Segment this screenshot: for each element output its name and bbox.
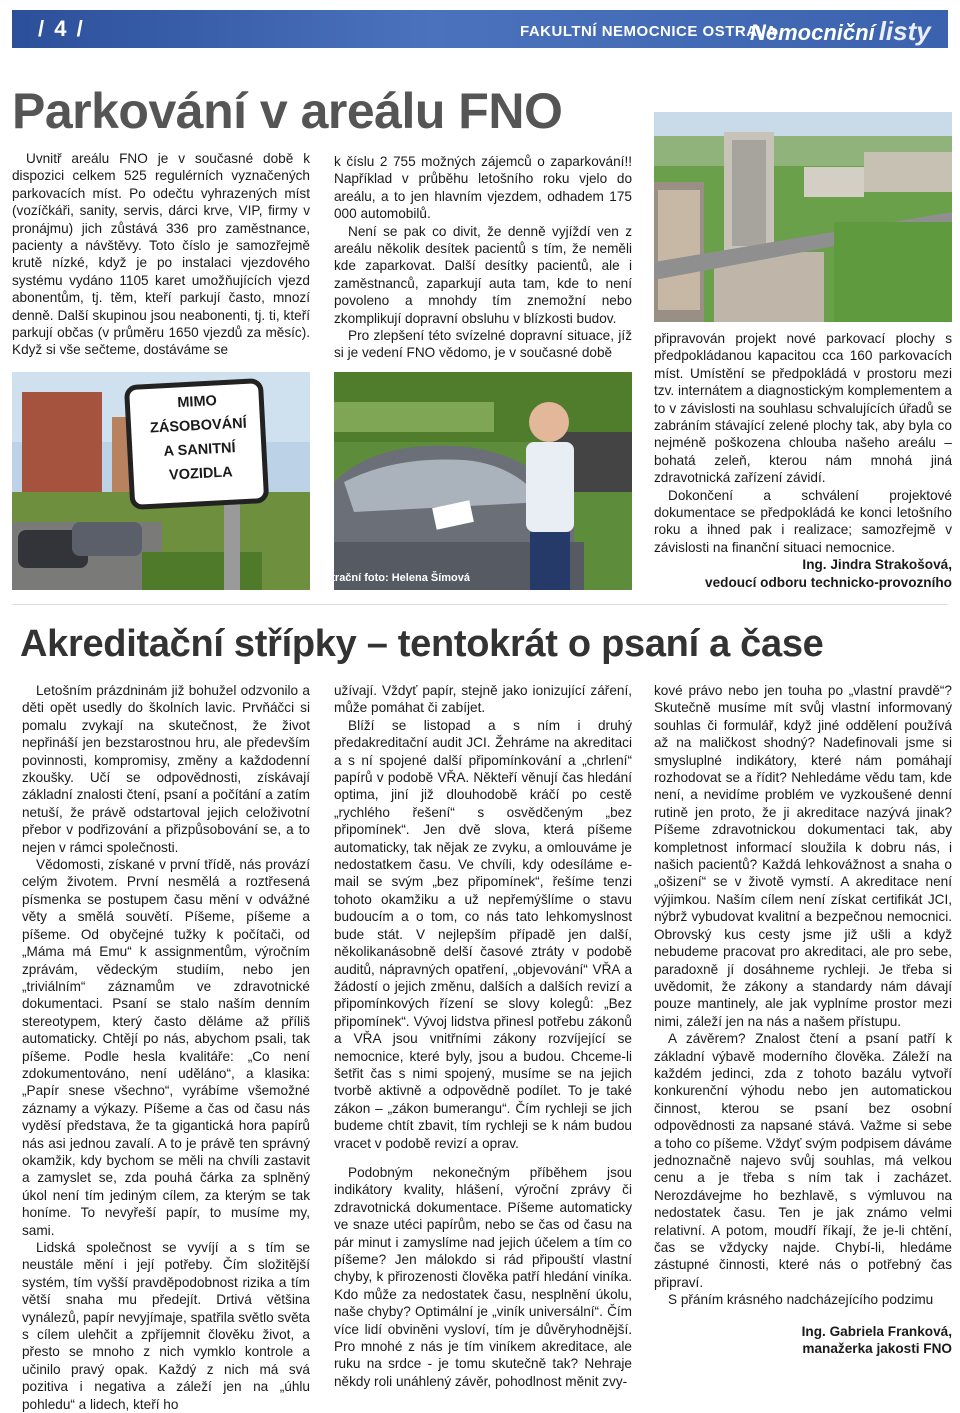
brand-logo <box>750 16 931 47</box>
article1-col3-p1: připravován projekt nové parkovací plochy s předpokládanou kapacitou cca 160 parkovacích míst. Umístění se předpokládá v prostoru mezi tzv. internátem a diagnostickým komplementem a to v závislosti na souhlasu schvalujících úřadů se zabráním stávající zelené plochy tak, aby byla co nejméně poškozena chlouba našeho areálu – bohatá zeleň, kterou nám mnohá jiná zdravotnická zařízení závidí. <box>654 331 952 486</box>
article1-col1-p1: Uvnitř areálu FNO je v současné době k dispozici celkem 525 regulérních vyznačených parkovacích míst. Po odečtu vyhrazených míst (vozíčkáři, sanity, servis, dárci krve, VIP, firmy v pronájmu) jich zůstává 336 pro zaměstnance, pacienty a návštěvy. Toto číslo je samozřejmě krutě nízké, když je po instalaci vjezdového systému vydáno 1105 karet umožňujících vjezd abonentům, tj. těm, kteří parkují často, mnozí denně. Další skupinou jsou neabonenti, tj. ti, kteří parkují občas (v průměru 1650 vjezdů za měsíc). Když si vše sečteme, dostáváme se <box>12 151 310 358</box>
article2-col2-p3: Podobným nekonečným příběhem jsou indikátory kvality, hlášení, výroční zprávy či zdravotnická dokumentace. Píšeme automaticky ve snaze utéci papírům, nebo se čas od času na pár minut i zamyslíme nad jejich účelem a tím co píšeme? Jen málokdo si rád připouští vlastní chyby, k přirozenosti člověka patří hledání viníka. Kdo může za nedostatek času, nesplnění úkolu, naše chyby? Optimální je „viník universální“. Čím více lidí obviněni vysloví, tím je důvěryhodnější. Pro mnohé z nás je tím viníkem akreditace, ale ruku na srdce - je tomu skutečně tak? Nehraje někdy roli unáhlený závěr, pohodlnost měnit zvy- <box>334 1164 632 1389</box>
parking-ticket-illustration <box>334 372 632 590</box>
sign-line4: VOZIDLA <box>168 464 234 484</box>
article2-signature <box>654 1323 952 1358</box>
photo-caption: Ilustrační foto: Helena Šímová <box>312 572 470 584</box>
sign-line3: A SANITNÍ <box>163 440 236 460</box>
article2-col1-p2: Vědomosti, získané v první třídě, nás provází celým životem. První nesmělá a roztřesená písmenka se postupem času mění v odvážné věty a smělá souvětí. Píšeme, píšeme a píšeme. Od obyčejné tužky k počítači, od „Máma má Emu“ k assignmentům, výročním zprávám, vědeckým studiím, nebo jen „triviálním“ záznamům ve zdravotnické dokumentaci. Psaní se stalo naším denním stereotypem, který často děláme až příliš automaticky. Chtějí po nás, abychom psali, tak píšeme. Podle hesla kvalitáře: „Co není zdokumentováno, není uděláno“, a klasika: „Papír snese všechno“, vyrábíme všemožné záznamy a výkazy. Píšeme a čas od času nás vyděsí představa, že ta gigantická hora papírů nás asi jednou zavalí. A to je právě ten správný okamžik, kdy bychom se měli na chvíli zastavit a zamyslet se, zda pouhá čárka za splněný úkol není tím jediným cílem, za kterým se tak honíme. To nevyřeší papír, to musíme my, sami. <box>22 857 310 1238</box>
page-number: / 4 / <box>38 16 85 41</box>
article2-col3-p2: A závěrem? Znalost čtení a psaní patří k základní výbavě moderního člověka. Záleží na každém jedinci, zda z tohoto bazálu vytvoří konkurenční výhodu nebo jen automatickou činnost, kterou se psaní bez osobní odpovědnosti za napsané stává. Važme si sebe a toho co píšeme. Vždyť svým podpisem dáváme jednoznačně najevo svůj souhlas, má velkou cenu a je třeba s ním tak i zacházet. Nerozdávejme ho bezhlavě, s výmluvou na nedostatek času. Ten je jak známo velmi relativní. A potom, moudří říkají, že je-li chtění, čas se vždycky najde. Chybí-li, hledáme zástupné činnosti, které nás o potřebný čas připraví. <box>654 1031 952 1290</box>
article2-col2-p1: užívají. Vždyť papír, stejně jako ionizující záření, může pomáhat či zabíjet. <box>334 683 632 716</box>
hospital-name: FAKULTNÍ NEMOCNICE OSTRAVA <box>520 23 778 40</box>
article2-title: Akreditační střípky – tentokrát o psaní a čase <box>20 623 824 665</box>
article2-col2 <box>334 682 632 1390</box>
article1-col3 <box>654 330 952 591</box>
article1-sign-name: Ing. Jindra Strakošová, <box>802 557 952 573</box>
article2-sign-role: manažerka jakosti FNO <box>802 1341 952 1357</box>
article2-col1 <box>22 682 310 1413</box>
sign-line2: ZÁSOBOVÁNÍ <box>149 415 248 437</box>
article2-col3 <box>654 682 952 1357</box>
sign-text <box>134 387 265 489</box>
article1-col2 <box>334 153 632 362</box>
hospital-aerial-photo <box>654 112 952 322</box>
article1-col2-p3: Pro zlepšení této svízelné dopravní situace, jíž si je vedení FNO vědomo, je v současné době <box>334 328 632 361</box>
article1-sign-role: vedoucí odboru technicko-provozního <box>705 574 952 590</box>
article2-col3-p3: S přáním krásného nadcházejícího podzimu <box>668 1292 934 1308</box>
hospital-aerial-illustration <box>654 112 952 322</box>
brand-listy: listy <box>878 16 931 46</box>
article2-col3-p1: kové právo nebo jen touha po „vlastní pravdě“? Skutečně musíme mít svůj vlastní informovaný souhlas či formulář, když jiné oddělení používá až na maličkost shodný? Nadefinovali jsme si smysluplné indikátory, které nám pomáhají rozhodovat se a řídit? Nehledáme vědu tam, kde není, a nevidíme problém ve vyzkoušené denní rutině jen proto, že ji akreditace nazývá jinak? Píšeme zdravotnickou dokumentaci tak, aby kompletnost informací sloužila k dobru nás, i našich pacientů? Každá lehkovážnost a snaha o „ošizení“ se v životě vymstí. A akreditace není výjimkou. Naším cílem není získat certifikát JCI, nýbrž vybudovat kvalitní a bezpečnou nemocnici. Obrovský kus cesty jsme již ušli a když nebudeme pracovat pro akreditaci, ale pro sebe, paradoxně jí dosáhneme rychleji. Je třeba si uvědomit, že zákony a standardy nám dávají pouze mantinely, ale jak vyplníme prostor mezi nimi, záleží jen na nás a našem přístupu. <box>654 683 952 1029</box>
section-divider <box>12 604 948 605</box>
article2-col2-p2: Blíží se listopad a s ním i druhý předakreditační audit JCI. Žehráme na akreditaci a s ní spojené další připomínkování a „chrlení“ papírů v podobě VŘA. Někteří věnují čas hledání optima, jiní již dlouhodobě kráčí po cestě „rychlého řešení“ s osvědčeným „bez připomínek“. Jen dvě slova, která píšeme automaticky, tak nějak ze zvyku, a omlouváme je nedostatkem času. Ve chvíli, kdy odesíláme e-mail se svým „bez připomínek“, řešíme tenzi tohoto okamžiku a už nepřemýšlíme o stavu budoucím a o tom, co nás tato lehkomyslnost bude stát. V nejlepším případě jen další, několikanásobně delší časové ztráty v podobě auditů, nápravných opatření, „objevování“ VŘA a žádostí o jejich změnu, dalších a dalších revizí a připomínkových řízení se slovy kolegů: „Bez připomínek“. Vývoj lidstva přinesl potřebu zákonů a VŘA jsou vnitřními zákony rozvíjející se nemocnice, které byly, jsou a budou. Chceme-li šetřit čas s nimi spojený, musíme se na jejich tvorbě aktivně a odpovědně podílet. To je také zákon – „zákon bumerangu“. Čím rychleji se jich budeme chtít zbavit, tím rychleji se k nám budou vracet v podobě revizí a oprav. <box>334 717 632 1151</box>
article2-col1-p1: Letošním prázdninám již bohužel odzvonilo a děti opět usedly do školních lavic. Prvňáčci si pomalu zvykají na skutečnost, že život nepřináší jen bezstarostnou hru, ale především povinnosti, kompromisy, změny a každodenní zkoušky. Učí se odpovědnosti, získávají základní znalosti čtení, psaní a počítání a zatím netuší, že právě odstartoval jejich celoživotní přebor v podřizování a přizpůsobování se, a to nejen v rámci společnosti. <box>22 683 310 855</box>
article1-col2-p2: Není se pak co divit, že denně vyjíždí ven z areálu několik desítek pacientů s tím, že neměli kde zaparkovat. Další desítky pacientů, ale i zaměstnanců, zaparkují auta tam, kde to není povoleno a mnohdy tím znemožní nebo zkomplikují dopravní obsluhu v blízkosti budov. <box>334 223 632 326</box>
parking-ticket-photo <box>312 372 632 590</box>
sign-line1: MIMO <box>176 393 218 412</box>
article2-col1-p3: Lidská společnost se vyvíjí a s tím se neustále mění i její potřeby. Čím složitější systém, tím vyšší pravděpodobnost rizika a tím větší snaha mu předejít. Drtivá většina vynálezů, papír nevyjímaje, spatřila světlo světa s cílem ulehčit a zpříjemnit člověku život, a přesto se mnoho z nich vymklo kontrole a učinilo pravý opak. Každý z nich má svá pozitiva i negativa a záleží jen na „úhlu pohledu“ a lidech, kteří ho <box>22 1240 310 1412</box>
article1-col3-p2: Dokončení a schválení projektové dokumentace se předpokládá ke konci letošního roku a ihned pak i realizace; samozřejmě v závislosti na finanční situaci nemocnice. <box>654 487 952 555</box>
header-bar <box>12 10 948 48</box>
article1-col1 <box>12 150 310 359</box>
article1-signature <box>654 556 952 591</box>
sign-photo <box>12 372 310 590</box>
article1-title: Parkování v areálu FNO <box>12 83 563 139</box>
brand-name: Nemocniční <box>750 20 875 45</box>
article1-col2-p1: k číslu 2 755 možných zájemců o zaparkování!! Například v průběhu letošního roku vjelo do areálu, a to jen hlavním vjezdem, odhadem 175 000 automobilů. <box>334 154 632 222</box>
article2-sign-name: Ing. Gabriela Franková, <box>801 1323 952 1339</box>
